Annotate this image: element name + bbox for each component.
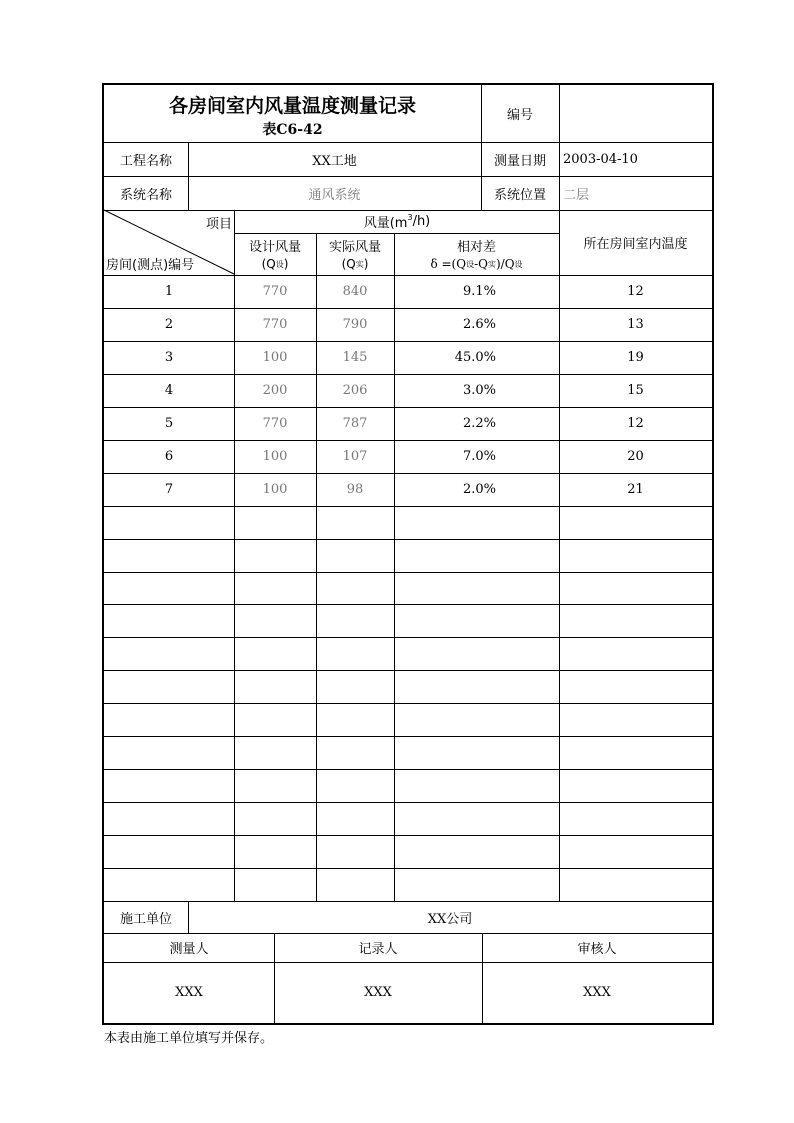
diff-cell: 45.0% bbox=[454, 350, 496, 365]
actual-cell: 206 bbox=[342, 383, 368, 398]
contractor-label: 施工单位 bbox=[119, 911, 172, 927]
form-title: 各房间室内风量温度测量记录 bbox=[168, 94, 416, 117]
footnote: 本表由施工单位填写并保存。 bbox=[104, 1031, 274, 1046]
system-name-field[interactable]: 通风系统 bbox=[308, 187, 361, 203]
diff-cell: 2.0% bbox=[462, 482, 496, 497]
actual-cell: 840 bbox=[342, 284, 368, 299]
recorder-label: 记录人 bbox=[358, 942, 398, 957]
diff-cell: 7.0% bbox=[462, 449, 496, 464]
design-cell: 770 bbox=[262, 284, 288, 299]
number-label: 编号 bbox=[506, 108, 533, 123]
room-cell: 3 bbox=[164, 350, 174, 365]
actual-cell: 145 bbox=[342, 350, 368, 365]
actual-cell: 787 bbox=[342, 416, 368, 431]
measure-date-field[interactable]: 2003-04-10 bbox=[563, 151, 638, 167]
number-field[interactable] bbox=[559, 85, 712, 142]
design-cell: 100 bbox=[262, 482, 288, 497]
project-name-label: 工程名称 bbox=[119, 153, 172, 169]
airflow-header: 风量(m $^3$ /h) bbox=[363, 213, 431, 231]
form-code: 表C6-42 bbox=[262, 122, 323, 138]
temp-cell: 19 bbox=[627, 350, 644, 365]
system-name-label: 系统名称 bbox=[119, 187, 172, 203]
temp-cell: 21 bbox=[627, 482, 644, 497]
measure-date-label: 测量日期 bbox=[493, 153, 546, 169]
room-cell: 1 bbox=[164, 284, 174, 299]
design-cell: 770 bbox=[262, 416, 288, 431]
temp-cell: 12 bbox=[627, 416, 644, 431]
actual-cell: 98 bbox=[346, 482, 364, 497]
design-airflow-symbol: (Q 设 ) bbox=[261, 257, 289, 271]
diff-cell: 2.2% bbox=[462, 416, 496, 431]
actual-cell: 790 bbox=[342, 317, 368, 332]
actual-airflow-symbol: (Q 实 ) bbox=[341, 257, 369, 271]
room-cell: 4 bbox=[164, 383, 174, 398]
room-cell: 7 bbox=[164, 482, 174, 497]
actual-airflow-label: 实际风量 bbox=[328, 239, 381, 255]
design-airflow-label: 设计风量 bbox=[248, 239, 301, 255]
room-temperature-label: 所在房间室内温度 bbox=[583, 237, 688, 252]
reviewer-signature[interactable]: XXX bbox=[583, 985, 611, 1000]
temp-cell: 12 bbox=[627, 284, 644, 299]
room-cell: 6 bbox=[164, 449, 174, 464]
design-cell: 200 bbox=[262, 383, 288, 398]
measurer-label: 测量人 bbox=[169, 942, 209, 957]
design-cell: 100 bbox=[262, 449, 288, 464]
temp-cell: 13 bbox=[627, 317, 644, 332]
room-cell: 5 bbox=[164, 416, 174, 431]
relative-diff-formula: δ =(Q 设 -Q 实 )/Q 设 bbox=[430, 257, 523, 271]
room-number-label: 房间(测点)编号 bbox=[106, 257, 195, 273]
actual-cell: 107 bbox=[342, 449, 368, 464]
temp-cell: 15 bbox=[627, 383, 644, 398]
reviewer-label: 审核人 bbox=[577, 942, 617, 957]
measurer-signature[interactable]: XXX bbox=[175, 985, 203, 1000]
measurement-form bbox=[102, 83, 714, 1025]
project-name-field[interactable]: XX工地 bbox=[312, 153, 357, 169]
system-location-field[interactable]: 二层 bbox=[563, 187, 590, 203]
temp-cell: 20 bbox=[627, 449, 644, 464]
room-cell: 2 bbox=[164, 317, 174, 332]
design-cell: 100 bbox=[262, 350, 288, 365]
contractor-field[interactable]: XX公司 bbox=[427, 911, 473, 927]
relative-diff-label: 相对差 bbox=[456, 239, 496, 255]
diff-cell: 9.1% bbox=[462, 284, 496, 299]
design-cell: 770 bbox=[262, 317, 288, 332]
recorder-signature[interactable]: XXX bbox=[364, 985, 392, 1000]
system-location-label: 系统位置 bbox=[493, 187, 546, 203]
item-label: 项目 bbox=[205, 216, 232, 232]
diff-cell: 3.0% bbox=[462, 383, 496, 398]
diff-cell: 2.6% bbox=[462, 317, 496, 332]
